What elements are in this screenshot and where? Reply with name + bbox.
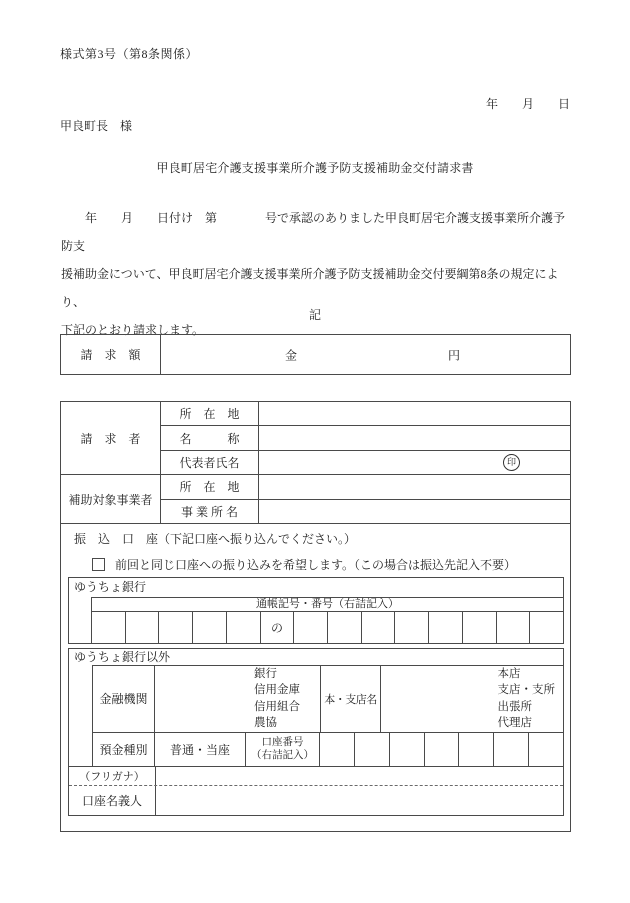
institution-row [93,666,563,732]
body-line: 年 月 日付け 第 号で承認のありました甲良町居宅介護支援事業所介護予防支 [61,211,566,253]
requester-name-label: 名 称 [161,426,259,450]
account-holder-value [156,786,563,815]
body-line: 援補助金について、甲良町居宅介護支援事業所介護予防支援補助金交付要綱第8条の規定により、 [61,267,559,309]
branch-name-label: 本・支店名 [321,666,381,732]
body-line: 下記のとおり請求します。 [61,323,205,337]
same-account-option [92,556,516,573]
passbook-digit-cell [192,612,226,643]
passbook-digit-cell: の [260,612,294,643]
passbook-digit-cell [428,612,462,643]
subsidy-business-group-label: 補助対象事業者 [61,475,161,524]
institution-label: 金融機関 [93,666,155,732]
branch-type-option: 本店 [497,667,521,680]
representative-name-value [259,451,570,475]
account-digit-cell [424,733,459,766]
amount-value-cell [161,335,570,374]
date-blank-line: 年 月 日 [485,97,570,111]
amount-label: 請 求 額 [61,335,161,374]
passbook-number-label: 通帳記号・番号（右詰記入） [256,597,399,610]
institution-type-option: 信用金庫 [254,684,300,697]
requester-group-label: 請 求 者 [61,402,161,475]
yucho-bank-box [68,577,564,644]
same-account-option-label: 前回と同じ口座への振り込みを希望します。（この場合は振込先記入不要） [115,557,517,572]
seal-mark-icon: 印 [503,454,520,471]
institution-type-option: 銀行 [254,667,277,680]
account-digit-cell [389,733,424,766]
amount-prefix-kin: 金 [285,348,298,362]
passbook-digit-cell [361,612,395,643]
subsidy-address-label: 所 在 地 [161,475,259,499]
transfer-account-section [61,524,570,831]
branch-type-option: 支店・支所 [497,684,555,697]
account-number-row [93,732,563,766]
requester-address-label: 所 在 地 [161,402,259,426]
passbook-digit-cell [462,612,496,643]
other-bank-box [68,648,564,816]
body-paragraph [61,204,573,344]
account-digit-cells [320,733,563,766]
account-holder-label: 口座名義人 [69,786,156,815]
main-form-table [60,401,571,832]
passbook-digit-cell [125,612,159,643]
passbook-digit-cell [327,612,361,643]
branch-type-options [498,666,556,732]
passbook-number-region [91,597,563,643]
addressee-line: 甲良町長 様 [60,119,133,133]
account-digit-cell [320,733,354,766]
amount-suffix-en: 円 [448,348,461,362]
institution-type-option: 信用組合 [254,700,300,713]
furigana-row [69,766,563,786]
passbook-digit-cells [92,611,563,643]
requester-address-value [259,402,570,426]
subsidy-address-value [259,475,570,499]
branch-name-cell [381,666,563,732]
institution-type-options [254,666,300,732]
deposit-type-options: 普通・当座 [155,733,246,766]
ki-heading: 記 [308,308,321,322]
office-name-label: 事 業 所 名 [161,500,259,524]
representative-name-label: 代表者氏名 [161,451,259,475]
furigana-value [156,767,563,785]
account-digit-cell [528,733,563,766]
other-bank-header: ゆうちょ銀行以外 [74,649,171,664]
yucho-bank-header: ゆうちょ銀行 [74,579,147,594]
passbook-digit-cell [226,612,260,643]
passbook-digit-cell [293,612,327,643]
branch-type-option: 出張所 [497,700,532,713]
form-number-note: 様式第3号（第8条関係） [60,47,199,61]
institution-type-option: 農協 [254,717,277,730]
account-digit-cell [458,733,493,766]
bank-detail-table [92,665,563,766]
passbook-digit-cell [529,612,563,643]
institution-name-cell [155,666,321,732]
passbook-digit-cell [92,612,125,643]
furigana-label: （フリガナ） [69,767,156,785]
requester-name-value [259,426,570,450]
branch-type-option: 代理店 [497,717,532,730]
account-digit-cell [354,733,389,766]
document-title: 甲良町居宅介護支援事業所介護予防支援補助金交付請求書 [156,161,474,175]
passbook-digit-cell [496,612,530,643]
checkbox-icon [92,558,105,571]
transfer-account-title: 振 込 口 座（下記口座へ振り込んでください。） [74,531,357,546]
amount-table [60,334,571,375]
office-name-value [259,500,570,524]
passbook-digit-cell [394,612,428,643]
account-digit-cell [493,733,528,766]
account-number-label: 口座番号 （右詰記入） [246,733,320,766]
passbook-digit-cell [158,612,192,643]
account-holder-row [69,786,563,815]
deposit-type-label: 預金種別 [93,733,155,766]
